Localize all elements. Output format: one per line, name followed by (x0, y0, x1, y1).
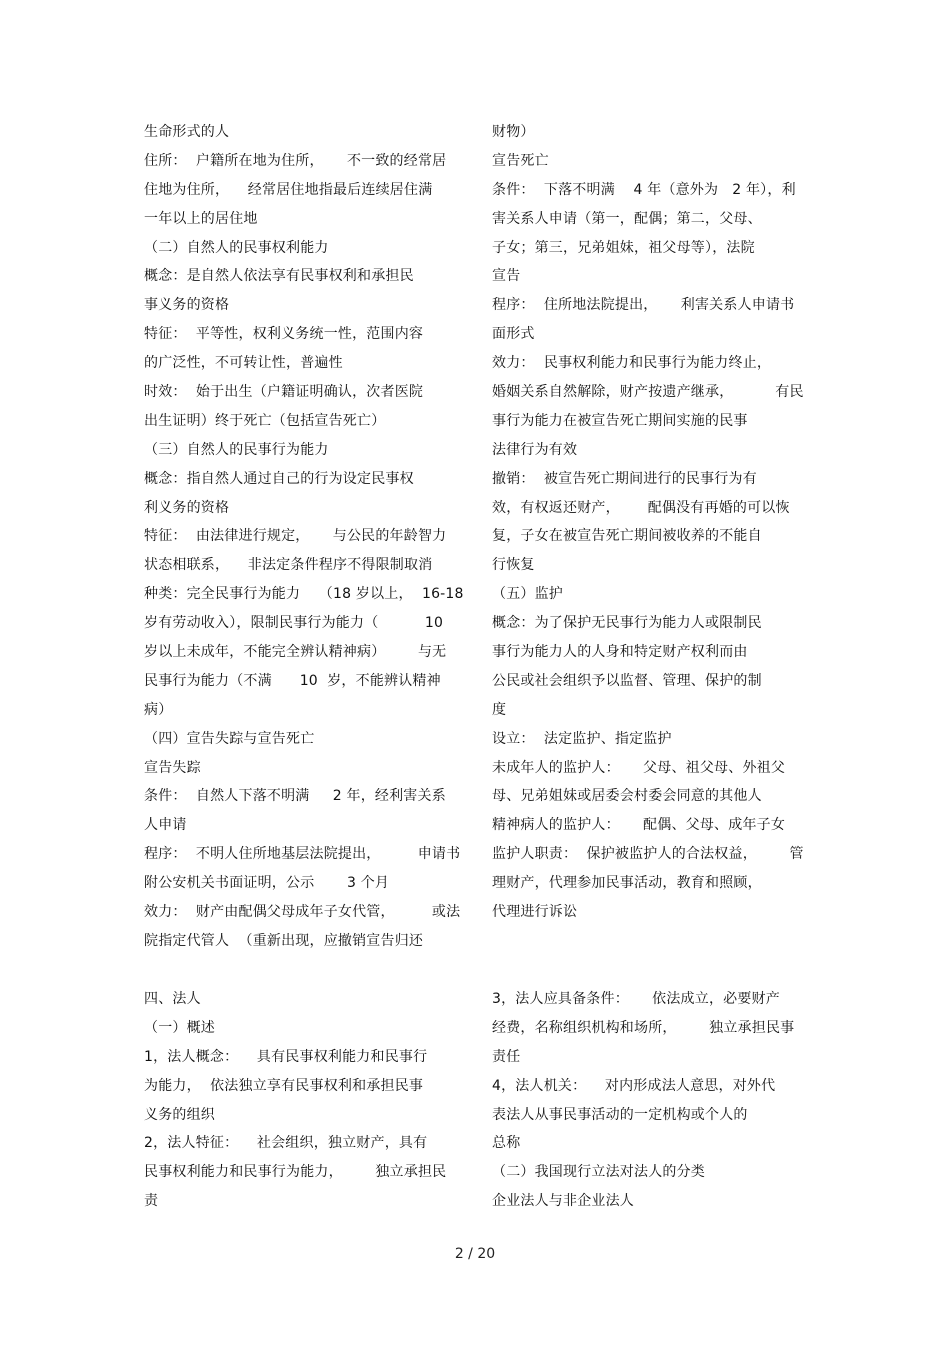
text-line: 1，法人概念： 具有民事权利能力和民事行 (144, 1048, 428, 1065)
text-line: 状态相联系， 非法定条件程序不得限制取消 (144, 557, 433, 574)
text-line: 宣告失踪 (144, 759, 201, 776)
text-line: 义务的组织 (144, 1106, 215, 1123)
text-line: 事义务的资格 (144, 297, 230, 314)
text-line: 财物） (492, 124, 535, 140)
text-line: 效，有权返还财产， 配偶没有再婚的可以恢 (492, 499, 790, 516)
text-line: 宣告死亡 (492, 152, 549, 169)
text-line: 出生证明）终于死亡（包括宣告死亡） (144, 412, 386, 429)
text-line: 特征： 由法律进行规定， 与公民的年龄智力 (144, 528, 447, 545)
text-line: 效力： 民事权利能力和民事行为能力终止， (492, 355, 772, 372)
text-line: 民事行为能力（不满 10 岁，不能辨认精神 (144, 672, 441, 689)
bottom-right-column (492, 985, 812, 1216)
text-line: 撤销： 被宣告死亡期间进行的民事行为有 (492, 470, 757, 487)
text-line: 法律行为有效 (492, 441, 578, 458)
text-line: （二）我国现行立法对法人的分类 (492, 1164, 705, 1181)
text-line: 四、法人 (144, 991, 201, 1007)
text-line: 企业法人与非企业法人 (492, 1193, 634, 1210)
text-line: 未成年人的监护人： 父母、祖父母、外祖父 (492, 759, 786, 776)
text-line: 程序： 不明人住所地基层法院提出， 申请书 (144, 846, 461, 863)
text-line: 程序： 住所地法院提出， 利害关系人申请书 (492, 297, 795, 314)
text-line: 责任 (492, 1048, 521, 1065)
text-line: 复，子女在被宣告死亡期间被收养的不能自 (492, 528, 762, 545)
text-line: 代理进行诉讼 (492, 904, 578, 921)
text-line: 经费，名称组织机构和场所， 独立承担民事 (492, 1019, 795, 1036)
text-line: 特征： 平等性，权利义务统一性，范围内容 (144, 326, 424, 343)
text-line: 3，法人应具备条件： 依法成立，必要财产 (492, 991, 780, 1007)
text-line: 母、兄弟姐妹或居委会村委会同意的其他人 (492, 788, 762, 805)
text-line: 面形式 (492, 326, 535, 343)
text-line: 生命形式的人 (144, 124, 230, 140)
text-line: 岁以上未成年，不能完全辨认精神病） 与无 (144, 644, 447, 661)
text-line: 子女；第三，兄弟姐妹，祖父母等），法院 (492, 239, 755, 256)
text-line: （五）监护 (492, 586, 563, 603)
text-line: 度 (492, 701, 507, 718)
text-line: 民事权利能力和民事行为能力， 独立承担民 (144, 1164, 447, 1181)
text-line: 概念：是自然人依法享有民事权利和承担民 (144, 268, 414, 285)
top-right-column (492, 118, 812, 927)
text-line: 表法人从事民事活动的一定机构或个人的 (492, 1106, 748, 1123)
text-line: 住地为住所， 经常居住地指最后连续居住满 (144, 181, 433, 198)
text-line: 时效： 始于出生（户籍证明确认，次者医院 (144, 384, 424, 401)
text-line: （四）宣告失踪与宣告死亡 (144, 730, 315, 747)
text-line: 住所： 户籍所在地为住所， 不一致的经常居 (144, 152, 447, 169)
text-line: 病） (144, 701, 173, 718)
text-line: 概念：指自然人通过自己的行为设定民事权 (144, 470, 414, 487)
text-line: 条件： 下落不明满 4 年（意外为 2 年），利 (492, 181, 796, 198)
text-line: 的广泛性，不可转让性，普遍性 (144, 355, 343, 372)
text-line: 4，法人机关： 对内形成法人意思，对外代 (492, 1077, 776, 1094)
text-line: 事行为能力人的人身和特定财产权利而由 (492, 644, 748, 661)
text-line: 利义务的资格 (144, 499, 230, 516)
text-line: （一）概述 (144, 1019, 215, 1036)
text-line: 公民或社会组织予以监督、管理、保护的制 (492, 672, 762, 689)
text-line: 岁有劳动收入），限制民事行为能力（ 10 (144, 615, 444, 632)
text-line: 一年以上的居住地 (144, 210, 258, 227)
text-line: 理财产，代理参加民事活动，教育和照顾， (492, 875, 762, 892)
text-line: 监护人职责： 保护被监护人的合法权益， 管 (492, 846, 804, 863)
bottom-left-column (144, 985, 464, 1216)
page-number: 2 / 20 (454, 1246, 496, 1262)
text-line: （三）自然人的民事行为能力 (144, 441, 329, 458)
text-line: 2，法人特征： 社会组织，独立财产，具有 (144, 1135, 428, 1152)
text-line: 行恢复 (492, 557, 535, 574)
text-line: 人申请 (144, 817, 187, 834)
text-line: 效力： 财产由配偶父母成年子女代管， 或法 (144, 904, 461, 921)
text-line: 附公安机关书面证明，公示 3 个月 (144, 875, 390, 892)
text-line: 事行为能力在被宣告死亡期间实施的民事 (492, 412, 748, 429)
text-line: 责 (144, 1193, 159, 1210)
text-line: 为能力， 依法独立享有民事权利和承担民事 (144, 1077, 424, 1094)
text-line: 种类：完全民事行为能力 （18 岁以上， 16-18 (144, 586, 464, 603)
text-line: 精神病人的监护人： 配偶、父母、成年子女 (492, 817, 786, 834)
text-line: 设立： 法定监护、指定监护 (492, 730, 672, 747)
text-line: （二）自然人的民事权利能力 (144, 239, 329, 256)
text-line: 害关系人申请（第一，配偶；第二，父母、 (492, 210, 762, 227)
top-left-column (144, 118, 464, 956)
text-line: 条件： 自然人下落不明满 2 年，经利害关系 (144, 788, 446, 805)
text-line: 总称 (492, 1135, 521, 1152)
text-line: 概念：为了保护无民事行为能力人或限制民 (492, 615, 762, 632)
text-line: 婚姻关系自然解除，财产按遗产继承， 有民 (492, 384, 804, 401)
text-line: 宣告 (492, 268, 521, 285)
text-line: 院指定代管人 （重新出现，应撤销宣告归还 (144, 932, 424, 949)
